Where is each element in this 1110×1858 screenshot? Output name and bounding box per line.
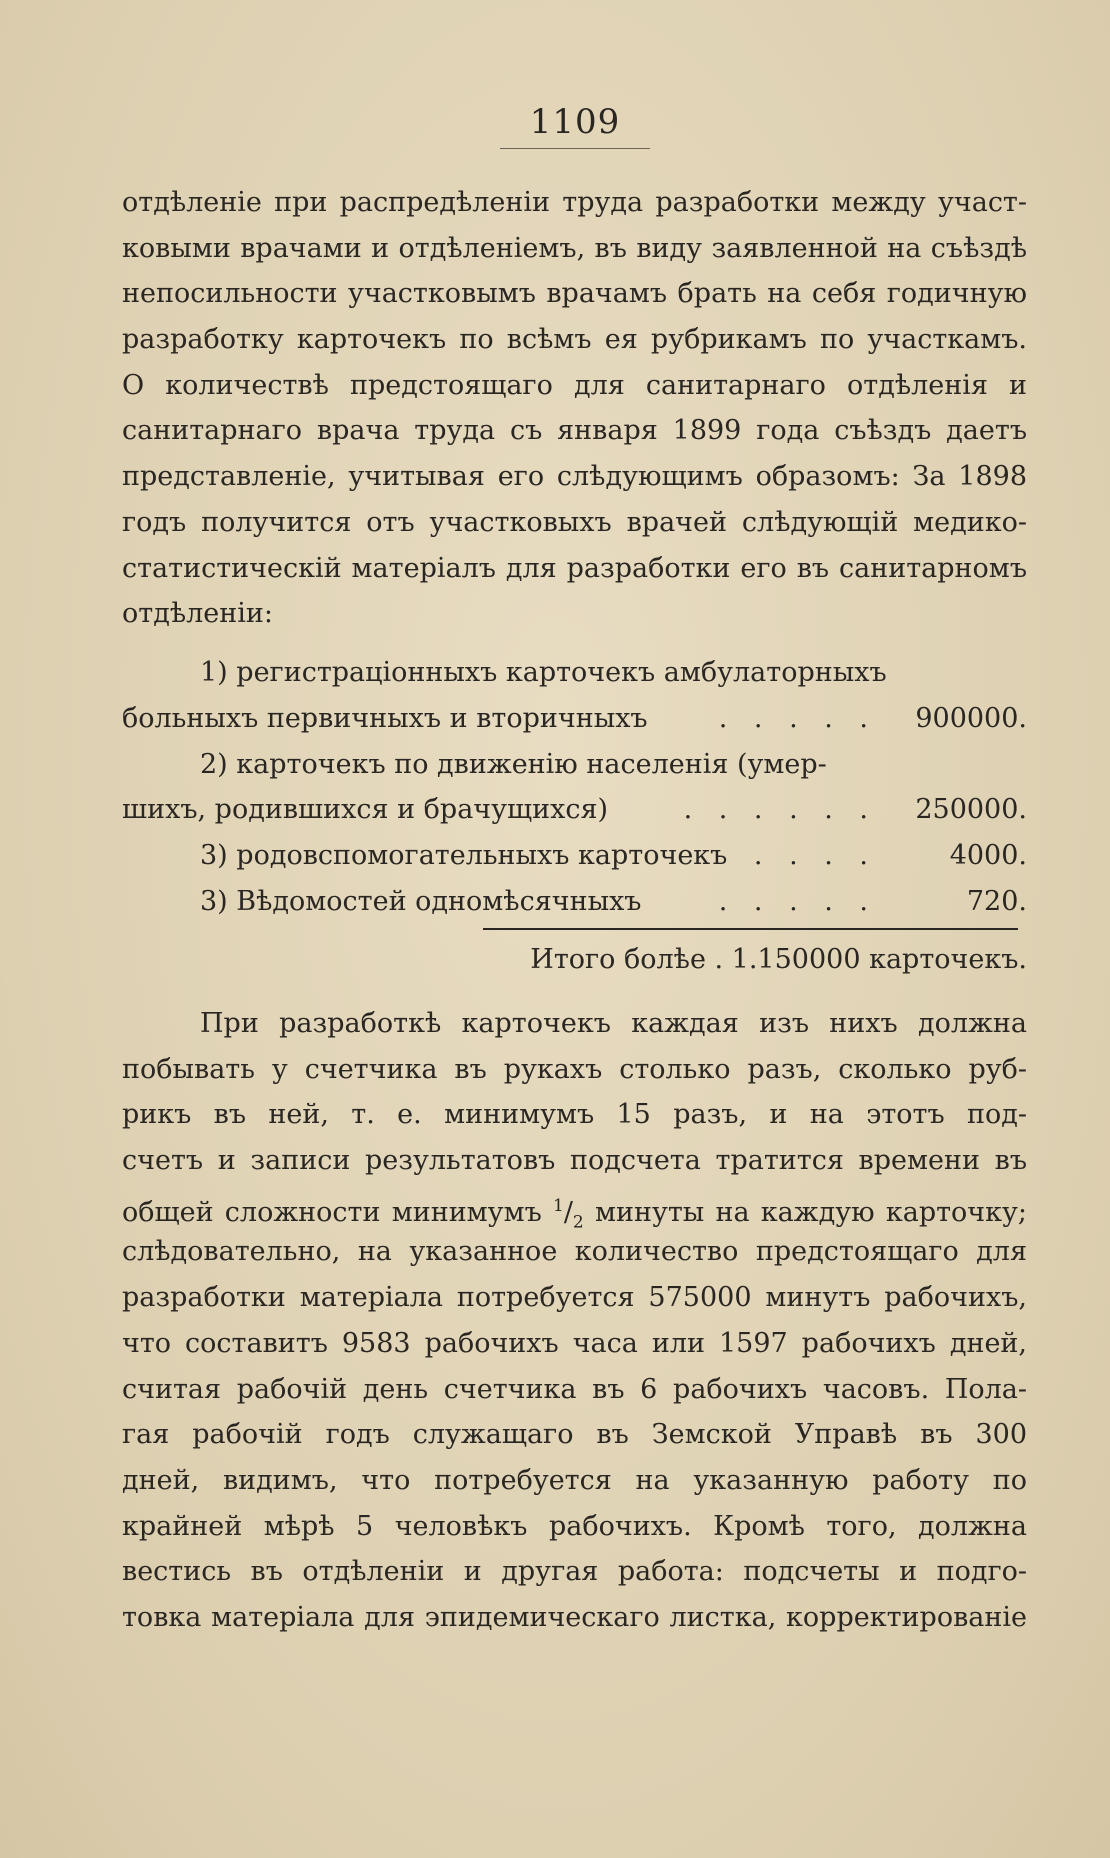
- text-line: годъ получится отъ участковыхъ врачей слѣдующій медико-: [122, 506, 1027, 538]
- text-line: вестись въ отдѣленіи и другая работа: подсчеты и подго-: [122, 1556, 1027, 1588]
- list-item-2-line-2: [122, 787, 1027, 833]
- list-item-2-leader: . . . . . .: [683, 794, 877, 826]
- text-line: что составитъ 9583 рабочихъ часа или 1597 рабочихъ дней,: [122, 1327, 1027, 1359]
- text-line: крайней мѣрѣ 5 человѣкъ рабочихъ. Кромѣ того, должна: [122, 1510, 1027, 1542]
- fraction-denominator: 2: [572, 1212, 584, 1233]
- list-item-2-line-1: 2) карточекъ по движенію населенія (умер-: [200, 748, 827, 780]
- text-line: товка матеріала для эпидемическаго листка, корректированіе: [122, 1601, 1027, 1633]
- text-line: считая рабочій день счетчика въ 6 рабочихъ часовъ. Пола-: [122, 1373, 1027, 1405]
- list-item-4-leader: . . . . .: [718, 885, 877, 917]
- paragraph-2: [122, 1001, 1027, 1641]
- text-line: О количествѣ предстоящаго для санитарнаго отдѣленія и: [122, 369, 1027, 401]
- text-line-fraction: общей сложности минимумъ $^1/_2$ минуты на каждую карточку;: [122, 1195, 1028, 1233]
- text-line: счетъ и записи результатовъ подсчета тратится времени въ: [122, 1145, 1027, 1177]
- list-item-1-text: больныхъ первичныхъ и вторичныхъ: [122, 702, 648, 734]
- list-item-1-line-2: [122, 696, 1027, 742]
- text-line: разработки матеріала потребуется 575000 минутъ рабочихъ,: [122, 1282, 1027, 1314]
- text-line: отдѣленіи:: [122, 598, 273, 630]
- text-line: статистическій матеріалъ для разработки его въ санитарномъ: [122, 552, 1027, 584]
- list-item-3-value: 4000.: [949, 840, 1027, 872]
- list-item-3: [122, 833, 1027, 879]
- list-item-3-leader: . . . .: [753, 840, 877, 872]
- material-list: [122, 650, 1027, 925]
- text-line: При разработкѣ карточекъ каждая изъ нихъ должна: [200, 1008, 1027, 1039]
- text-line: ковыми врачами и отдѣленіемъ, въ виду заявленной на съѣздѣ: [122, 232, 1027, 264]
- text-line: побывать у счетчика въ рукахъ столько разъ, сколько руб-: [122, 1053, 1027, 1085]
- list-item-1-line-1: 1) регистраціонныхъ карточекъ амбулаторныхъ: [200, 657, 887, 688]
- list-item-4-text: 3) Вѣдомостей одномѣсячныхъ: [200, 885, 642, 917]
- page-number: 1109: [529, 102, 621, 142]
- list-item-2-text: шихъ, родившихся и брачущихся): [122, 794, 609, 826]
- text-line: непосильности участковымъ врачамъ брать на себя годичную: [122, 278, 1027, 310]
- text-line: отдѣленіе при распредѣленіи труда разработки между участ-: [122, 187, 1027, 218]
- text-line: гая рабочій годъ служащаго въ Земской Управѣ въ 300: [122, 1419, 1027, 1451]
- list-item-3-text: 3) родовспомогательныхъ карточекъ: [200, 840, 728, 872]
- list-item-4: [122, 879, 1027, 925]
- list-item-4-value: 720.: [966, 885, 1027, 917]
- total-rule: [483, 928, 1018, 930]
- text-line: рикъ въ ней, т. е. минимумъ 15 разъ, и на этотъ под-: [122, 1099, 1027, 1131]
- paragraph-1: [122, 180, 1027, 637]
- text-line: дней, видимъ, что потребуется на указанную работу по: [122, 1464, 1027, 1496]
- text-line: слѣдовательно, на указанное количество предстоящаго для: [122, 1236, 1027, 1268]
- fraction-line-before: общей сложности минимумъ: [122, 1196, 553, 1228]
- text-line: представленіе, учитывая его слѣдующимъ образомъ: За 1898: [122, 461, 1027, 493]
- text-line: санитарнаго врача труда съ января 1899 года съѣздъ даетъ: [122, 415, 1027, 447]
- fraction-numerator: 1: [552, 1195, 564, 1216]
- list-item-1-value: 900000.: [915, 702, 1027, 734]
- fraction-line-after: минуты на каждую карточку;: [583, 1196, 1028, 1228]
- list-item-1-leader: . . . . .: [718, 702, 877, 734]
- text-line: разработку карточекъ по всѣмъ ея рубрикамъ по участкамъ.: [122, 324, 1027, 356]
- page-number-rule: [500, 148, 650, 149]
- total-line: Итого болѣе . 1.150000 карточекъ.: [530, 944, 1027, 975]
- list-item-2-value: 250000.: [915, 794, 1027, 826]
